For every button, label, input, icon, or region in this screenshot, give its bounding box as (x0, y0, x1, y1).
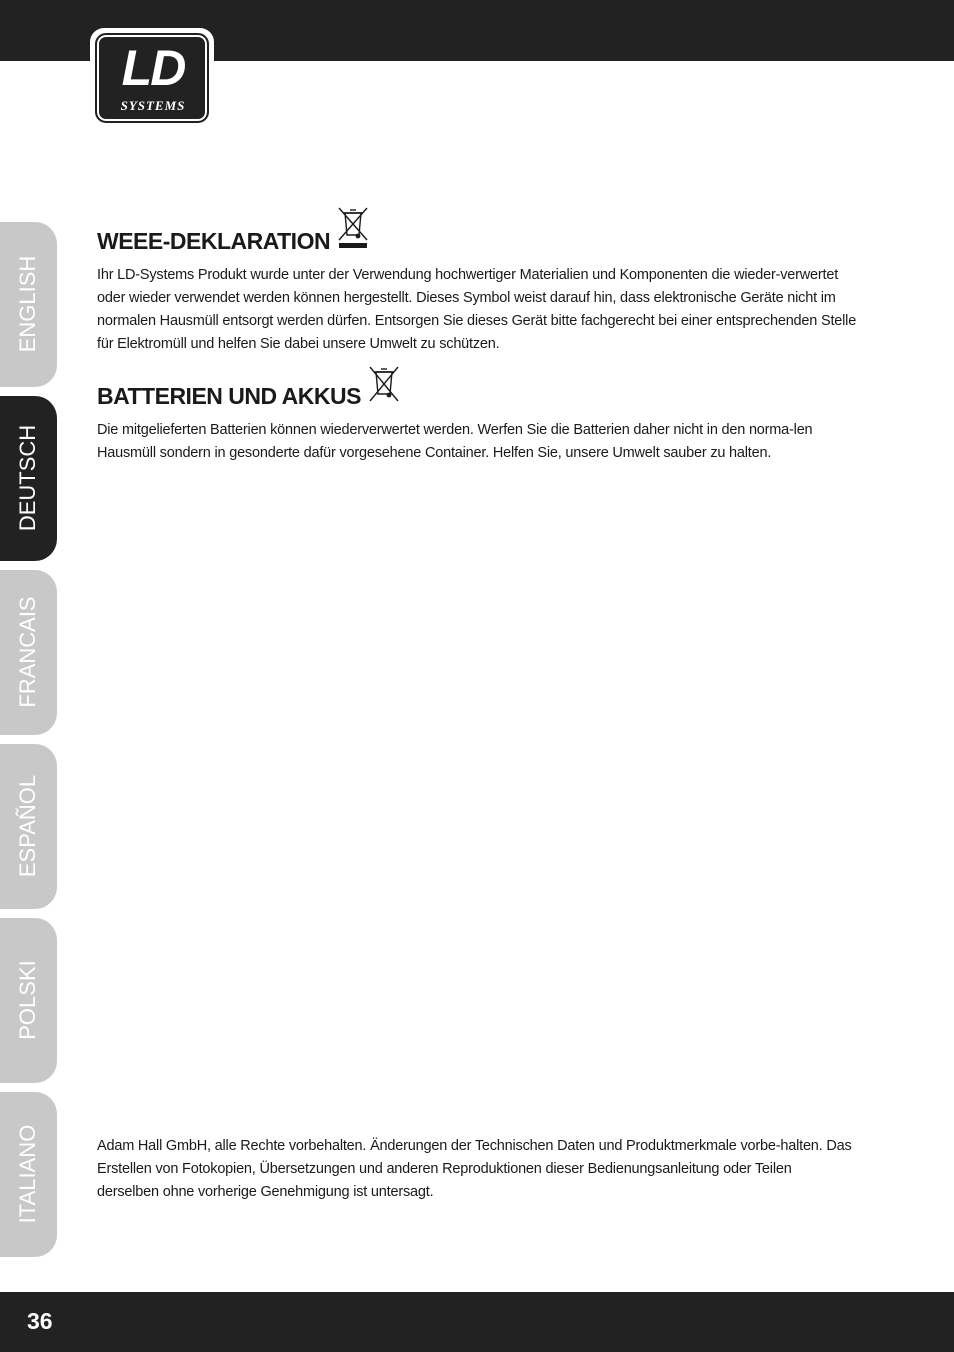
tab-francais-label: FRANCAIS (15, 596, 40, 708)
tab-english[interactable] (0, 222, 57, 387)
weee-paragraph: Ihr LD-Systems Produkt wurde unter der Verwendung hochwertiger Materialien und Komponenten die wieder-verwertet oder wieder verwendet werden können hergestellt. Dieses Symbol weist darauf hin, dass elektronische Geräte nicht im normalen Hausmüll entsorgt werden dürfen. Entsorgen Sie dieses Gerät bitte fachgerecht bei einer entsprechenden Stelle für Elektromüll und helfen Sie dabei unsere Umwelt zu schützen. (97, 267, 857, 352)
weee-heading-rest: -DEKLARATION (162, 228, 331, 254)
logo-ld-text: LD (121, 40, 185, 96)
tab-italiano-label: ITALIANO (15, 1124, 40, 1224)
logo-systems-text: SYSTEMS (120, 98, 186, 113)
tab-polski-label: POLSKI (15, 960, 40, 1040)
battery-heading-bold: BATTERIEN (97, 383, 223, 409)
battery-heading (97, 364, 862, 411)
page-number: 36 (27, 1308, 53, 1334)
crossed-out-wheelie-bin-icon (367, 364, 401, 411)
weee-heading-bold: WEEE (97, 228, 163, 254)
tab-deutsch[interactable] (0, 396, 57, 561)
tab-polski[interactable] (0, 918, 57, 1083)
tab-espanol-label: ESPAÑOL (15, 774, 40, 878)
tab-italiano[interactable] (0, 1092, 57, 1257)
bottom-bar (0, 1292, 954, 1352)
tab-francais[interactable] (0, 570, 57, 735)
weee-heading (97, 205, 862, 256)
tab-deutsch-label: DEUTSCH (15, 424, 40, 532)
battery-paragraph: Die mitgelieferten Batterien können wiederverwertet werden. Werfen Sie die Batterien daher nicht in den norma-len Hausmüll sondern in gesonderte dafür vorgesehene Container. Helfen Sie, unsere Umwelt sauber zu halten. (97, 422, 813, 461)
battery-heading-rest: UND AKKUS (222, 383, 361, 409)
tab-english-label: ENGLISH (15, 255, 40, 353)
tab-espanol[interactable] (0, 744, 57, 909)
crossed-out-wheelie-bin-icon (336, 205, 370, 256)
logo-badge (95, 33, 209, 123)
main-content (97, 205, 862, 465)
ld-systems-logo (90, 28, 214, 126)
copyright-notice: Adam Hall GmbH, alle Rechte vorbehalten. Änderungen der Technischen Daten und Produktmerkmale vorbe-halten. Das Erstellen von Fotokopien, Übersetzungen und anderen Reproduktionen dieser Bedienungsanleitung oder Teilen derselben ohne vorherige Genehmigung ist untersagt. (97, 1138, 852, 1200)
